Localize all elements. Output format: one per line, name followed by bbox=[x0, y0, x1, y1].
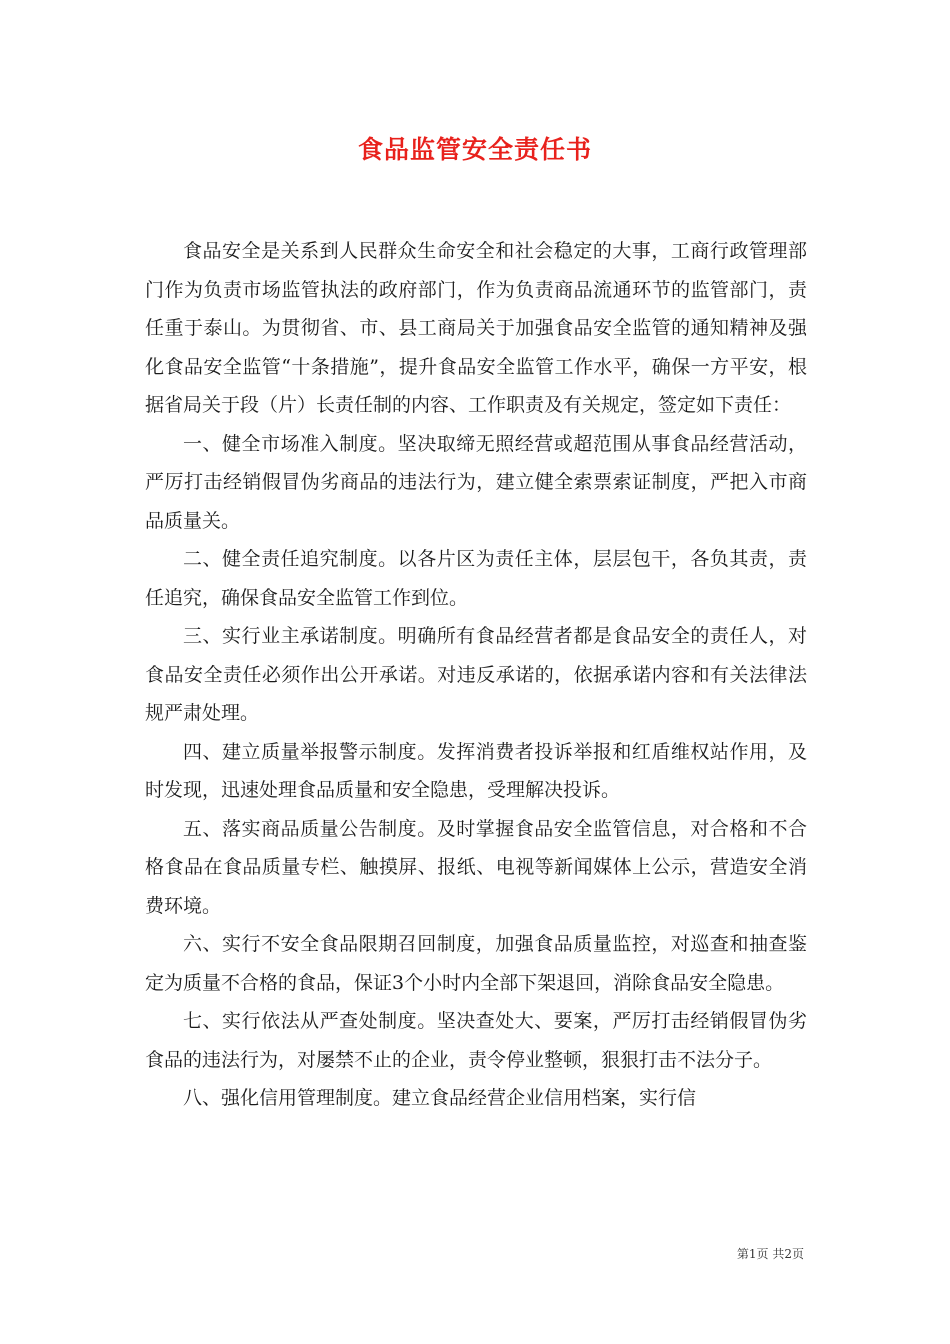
paragraph-item-8: 八、强化信用管理制度。建立食品经营企业信用档案，实行信 bbox=[183, 1087, 697, 1109]
paragraph-item-5: 五、落实商品质量公告制度。及时掌握食品安全监管信息，对合格和不合格食品在食品质量专栏、触摸屏、报纸、电视等新闻媒体上公示，营造安全消费环境。 bbox=[145, 817, 807, 917]
paragraph-item-2: 二、健全责任追究制度。以各片区为责任主体，层层包干，各负其责，责任追究，确保食品安全监管工作到位。 bbox=[145, 548, 807, 609]
paragraph-item-1: 一、健全市场准入制度。坚决取缔无照经营或超范围从事食品经营活动，严厉打击经销假冒伪劣商品的违法行为，建立健全索票索证制度，严把入市商品质量关。 bbox=[145, 432, 807, 532]
paragraph-item-6: 六、实行不安全食品限期召回制度，加强食品质量监控，对巡查和抽查鉴定为质量不合格的食品，保证3个小时内全部下架退回，消除食品安全隐患。 bbox=[145, 933, 807, 994]
document-body bbox=[145, 232, 807, 1118]
paragraph-item-4: 四、建立质量举报警示制度。发挥消费者投诉举报和红盾维权站作用，及时发现，迅速处理食品质量和安全隐患，受理解决投诉。 bbox=[145, 740, 807, 801]
paragraph-item-7: 七、实行依法从严查处制度。坚决查处大、要案，严厉打击经销假冒伪劣食品的违法行为，对屡禁不止的企业，责令停业整顿，狠狠打击不法分子。 bbox=[145, 1010, 807, 1071]
paragraph-item-3: 三、实行业主承诺制度。明确所有食品经营者都是食品安全的责任人，对食品安全责任必须作出公开承诺。对违反承诺的，依据承诺内容和有关法律法规严肃处理。 bbox=[145, 625, 807, 724]
document-title: 食品监管安全责任书 bbox=[357, 135, 592, 164]
page-number: 第1页 共2页 bbox=[736, 1247, 804, 1261]
paragraph-intro: 食品安全是关系到人民群众生命安全和社会稳定的大事，工商行政管理部门作为负责市场监管执法的政府部门，作为负责商品流通环节的监管部门，责任重于泰山。为贯彻省、市、县工商局关于加强食品安全监管的通知精神及强化食品安全监管“十条措施”，提升食品安全监管工作水平，确保一方平安，根据省局关于段（片）长责任制的内容、工作职责及有关规定，签定如下责任： bbox=[145, 240, 807, 416]
